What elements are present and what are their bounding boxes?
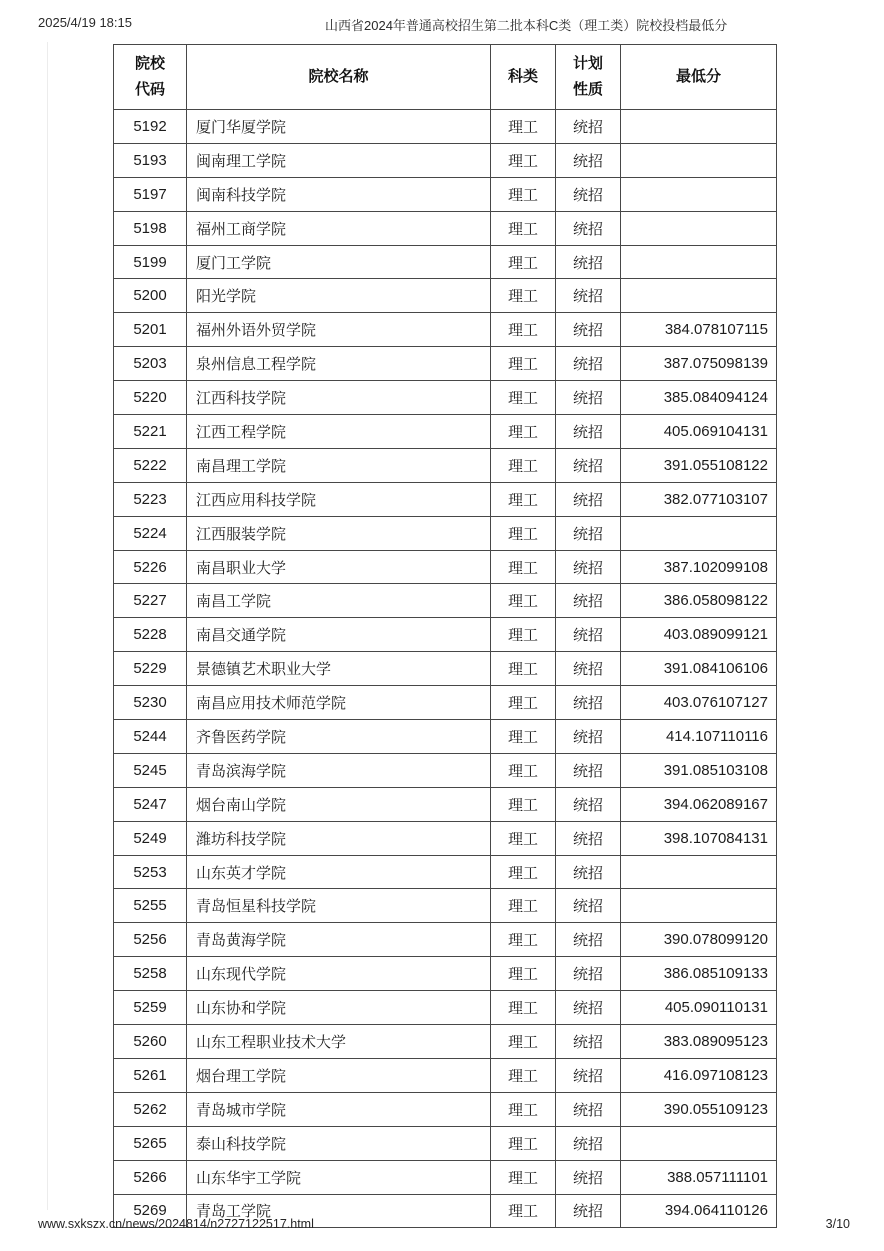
cell-name: 青岛城市学院	[187, 1092, 491, 1126]
cell-code: 5198	[114, 211, 187, 245]
col-header-name: 院校名称	[187, 45, 491, 110]
cell-plan: 统招	[556, 279, 621, 313]
cell-score	[621, 177, 777, 211]
table-row	[114, 618, 777, 652]
cell-code: 5230	[114, 686, 187, 720]
table-row	[114, 347, 777, 381]
page-title: 山西省2024年普通高校招生第二批本科C类（理工类）院校投档最低分	[325, 18, 728, 33]
cell-name: 青岛黄海学院	[187, 923, 491, 957]
cell-plan: 统招	[556, 1126, 621, 1160]
cell-code: 5203	[114, 347, 187, 381]
cell-subject: 理工	[491, 1160, 556, 1194]
cell-subject: 理工	[491, 1092, 556, 1126]
table-body	[114, 110, 777, 1228]
cell-score: 405.090110131	[621, 991, 777, 1025]
cell-plan: 统招	[556, 550, 621, 584]
table-row	[114, 753, 777, 787]
table-header-row	[114, 45, 777, 110]
cell-plan: 统招	[556, 821, 621, 855]
cell-plan: 统招	[556, 957, 621, 991]
cell-code: 5256	[114, 923, 187, 957]
cell-name: 南昌职业大学	[187, 550, 491, 584]
cell-name: 南昌应用技术师范学院	[187, 686, 491, 720]
cell-score	[621, 1126, 777, 1160]
cell-plan: 统招	[556, 381, 621, 415]
table-row	[114, 143, 777, 177]
cell-subject: 理工	[491, 889, 556, 923]
cell-subject: 理工	[491, 753, 556, 787]
cell-score: 383.089095123	[621, 1025, 777, 1059]
cell-plan: 统招	[556, 1058, 621, 1092]
col-header-score: 最低分	[621, 45, 777, 110]
cell-subject: 理工	[491, 618, 556, 652]
cell-code: 5228	[114, 618, 187, 652]
cell-score: 382.077103107	[621, 482, 777, 516]
cell-score: 394.064110126	[621, 1194, 777, 1228]
table-row	[114, 686, 777, 720]
cell-score	[621, 855, 777, 889]
col-header-plan	[556, 45, 621, 110]
cell-score	[621, 245, 777, 279]
cell-code: 5223	[114, 482, 187, 516]
table-row	[114, 381, 777, 415]
table-row	[114, 991, 777, 1025]
cell-score: 391.055108122	[621, 448, 777, 482]
cell-code: 5259	[114, 991, 187, 1025]
cell-subject: 理工	[491, 787, 556, 821]
cell-code: 5247	[114, 787, 187, 821]
cell-subject: 理工	[491, 821, 556, 855]
table-row	[114, 652, 777, 686]
table-row	[114, 1160, 777, 1194]
cell-name: 福州外语外贸学院	[187, 313, 491, 347]
cell-score: 405.069104131	[621, 415, 777, 449]
cell-plan: 统招	[556, 923, 621, 957]
cell-score: 388.057111101	[621, 1160, 777, 1194]
table-row	[114, 720, 777, 754]
cell-plan: 统招	[556, 211, 621, 245]
cell-plan: 统招	[556, 347, 621, 381]
table-row	[114, 110, 777, 144]
cell-code: 5220	[114, 381, 187, 415]
table-row	[114, 1025, 777, 1059]
cell-name: 江西服装学院	[187, 516, 491, 550]
table-row	[114, 516, 777, 550]
cell-plan: 统招	[556, 415, 621, 449]
cell-code: 5201	[114, 313, 187, 347]
page-indicator: 3/10	[825, 1217, 850, 1231]
col-header-subject: 科类	[491, 45, 556, 110]
cell-score: 390.078099120	[621, 923, 777, 957]
cell-plan: 统招	[556, 1025, 621, 1059]
col-header-plan-line2: 性质	[572, 81, 603, 98]
cell-code: 5197	[114, 177, 187, 211]
table-row	[114, 550, 777, 584]
table-row	[114, 855, 777, 889]
cell-subject: 理工	[491, 720, 556, 754]
cell-score: 394.062089167	[621, 787, 777, 821]
page-edge-line	[47, 42, 48, 1210]
cell-code: 5245	[114, 753, 187, 787]
cell-code: 5249	[114, 821, 187, 855]
cell-subject: 理工	[491, 211, 556, 245]
cell-plan: 统招	[556, 787, 621, 821]
cell-subject: 理工	[491, 1194, 556, 1228]
cell-code: 5266	[114, 1160, 187, 1194]
cell-score: 398.107084131	[621, 821, 777, 855]
footer-url: www.sxkszx.cn/news/2024814/n2727122517.html	[38, 1217, 314, 1231]
cell-subject: 理工	[491, 279, 556, 313]
table-row	[114, 313, 777, 347]
cell-plan: 统招	[556, 584, 621, 618]
table-row	[114, 1092, 777, 1126]
cell-score: 391.085103108	[621, 753, 777, 787]
cell-subject: 理工	[491, 686, 556, 720]
cell-plan: 统招	[556, 652, 621, 686]
cell-subject: 理工	[491, 381, 556, 415]
cell-name: 南昌工学院	[187, 584, 491, 618]
cell-score: 391.084106106	[621, 652, 777, 686]
score-table	[113, 44, 777, 1228]
cell-subject: 理工	[491, 652, 556, 686]
cell-subject: 理工	[491, 448, 556, 482]
cell-name: 厦门华厦学院	[187, 110, 491, 144]
cell-subject: 理工	[491, 1058, 556, 1092]
cell-name: 江西工程学院	[187, 415, 491, 449]
cell-code: 5193	[114, 143, 187, 177]
cell-name: 山东英才学院	[187, 855, 491, 889]
cell-plan: 统招	[556, 1092, 621, 1126]
cell-plan: 统招	[556, 618, 621, 652]
cell-subject: 理工	[491, 1025, 556, 1059]
cell-score	[621, 211, 777, 245]
cell-code: 5265	[114, 1126, 187, 1160]
cell-name: 泉州信息工程学院	[187, 347, 491, 381]
cell-subject: 理工	[491, 957, 556, 991]
cell-code: 5199	[114, 245, 187, 279]
table-row	[114, 415, 777, 449]
cell-plan: 统招	[556, 143, 621, 177]
cell-name: 山东现代学院	[187, 957, 491, 991]
cell-subject: 理工	[491, 245, 556, 279]
table-row	[114, 889, 777, 923]
cell-score	[621, 279, 777, 313]
cell-name: 厦门工学院	[187, 245, 491, 279]
table-row	[114, 821, 777, 855]
cell-code: 5260	[114, 1025, 187, 1059]
cell-name: 南昌交通学院	[187, 618, 491, 652]
col-header-code	[114, 45, 187, 110]
cell-subject: 理工	[491, 110, 556, 144]
cell-score: 414.107110116	[621, 720, 777, 754]
cell-score: 386.058098122	[621, 584, 777, 618]
cell-code: 5253	[114, 855, 187, 889]
cell-subject: 理工	[491, 516, 556, 550]
cell-score: 416.097108123	[621, 1058, 777, 1092]
cell-code: 5227	[114, 584, 187, 618]
cell-subject: 理工	[491, 550, 556, 584]
cell-score	[621, 143, 777, 177]
cell-name: 山东协和学院	[187, 991, 491, 1025]
cell-subject: 理工	[491, 415, 556, 449]
cell-name: 烟台南山学院	[187, 787, 491, 821]
print-timestamp: 2025/4/19 18:15	[38, 15, 132, 30]
cell-code: 5222	[114, 448, 187, 482]
cell-plan: 统招	[556, 686, 621, 720]
cell-subject: 理工	[491, 584, 556, 618]
cell-name: 烟台理工学院	[187, 1058, 491, 1092]
cell-score	[621, 889, 777, 923]
cell-plan: 统招	[556, 855, 621, 889]
cell-subject: 理工	[491, 1126, 556, 1160]
table-row	[114, 923, 777, 957]
cell-code: 5229	[114, 652, 187, 686]
cell-plan: 统招	[556, 177, 621, 211]
table-header	[114, 45, 777, 110]
cell-name: 江西应用科技学院	[187, 482, 491, 516]
cell-name: 青岛工学院	[187, 1194, 491, 1228]
cell-score: 403.076107127	[621, 686, 777, 720]
cell-code: 5262	[114, 1092, 187, 1126]
cell-plan: 统招	[556, 516, 621, 550]
cell-name: 青岛滨海学院	[187, 753, 491, 787]
cell-plan: 统招	[556, 313, 621, 347]
cell-score: 387.102099108	[621, 550, 777, 584]
cell-name: 泰山科技学院	[187, 1126, 491, 1160]
cell-score: 390.055109123	[621, 1092, 777, 1126]
cell-name: 闽南科技学院	[187, 177, 491, 211]
cell-score	[621, 516, 777, 550]
cell-name: 福州工商学院	[187, 211, 491, 245]
cell-code: 5261	[114, 1058, 187, 1092]
cell-code: 5221	[114, 415, 187, 449]
cell-name: 青岛恒星科技学院	[187, 889, 491, 923]
cell-subject: 理工	[491, 923, 556, 957]
table-row	[114, 787, 777, 821]
cell-name: 山东华宇工学院	[187, 1160, 491, 1194]
cell-name: 阳光学院	[187, 279, 491, 313]
cell-subject: 理工	[491, 313, 556, 347]
cell-subject: 理工	[491, 991, 556, 1025]
table-row	[114, 584, 777, 618]
table-row	[114, 211, 777, 245]
table-row	[114, 957, 777, 991]
table-row	[114, 1126, 777, 1160]
cell-name: 齐鲁医药学院	[187, 720, 491, 754]
table-row	[114, 448, 777, 482]
cell-plan: 统招	[556, 482, 621, 516]
cell-code: 5224	[114, 516, 187, 550]
cell-code: 5258	[114, 957, 187, 991]
cell-plan: 统招	[556, 1160, 621, 1194]
cell-code: 5255	[114, 889, 187, 923]
table-row	[114, 245, 777, 279]
table-row	[114, 482, 777, 516]
cell-score: 384.078107115	[621, 313, 777, 347]
cell-name: 潍坊科技学院	[187, 821, 491, 855]
cell-subject: 理工	[491, 177, 556, 211]
cell-code: 5192	[114, 110, 187, 144]
cell-code: 5226	[114, 550, 187, 584]
table-row	[114, 1058, 777, 1092]
cell-plan: 统招	[556, 448, 621, 482]
cell-subject: 理工	[491, 347, 556, 381]
cell-name: 南昌理工学院	[187, 448, 491, 482]
cell-score: 386.085109133	[621, 957, 777, 991]
col-header-plan-line1: 计划	[572, 54, 603, 72]
cell-subject: 理工	[491, 143, 556, 177]
cell-name: 山东工程职业技术大学	[187, 1025, 491, 1059]
table-row	[114, 279, 777, 313]
cell-name: 江西科技学院	[187, 381, 491, 415]
cell-plan: 统招	[556, 753, 621, 787]
cell-subject: 理工	[491, 855, 556, 889]
cell-name: 景德镇艺术职业大学	[187, 652, 491, 686]
cell-plan: 统招	[556, 245, 621, 279]
table-row	[114, 177, 777, 211]
cell-plan: 统招	[556, 889, 621, 923]
cell-plan: 统招	[556, 1194, 621, 1228]
cell-code: 5269	[114, 1194, 187, 1228]
cell-score: 387.075098139	[621, 347, 777, 381]
cell-score	[621, 110, 777, 144]
cell-subject: 理工	[491, 482, 556, 516]
cell-code: 5244	[114, 720, 187, 754]
cell-name: 闽南理工学院	[187, 143, 491, 177]
cell-score: 385.084094124	[621, 381, 777, 415]
cell-plan: 统招	[556, 991, 621, 1025]
cell-score: 403.089099121	[621, 618, 777, 652]
cell-code: 5200	[114, 279, 187, 313]
cell-plan: 统招	[556, 110, 621, 144]
col-header-code-line2: 代码	[134, 81, 165, 98]
cell-plan: 统招	[556, 720, 621, 754]
col-header-code-line1: 院校	[134, 54, 165, 72]
